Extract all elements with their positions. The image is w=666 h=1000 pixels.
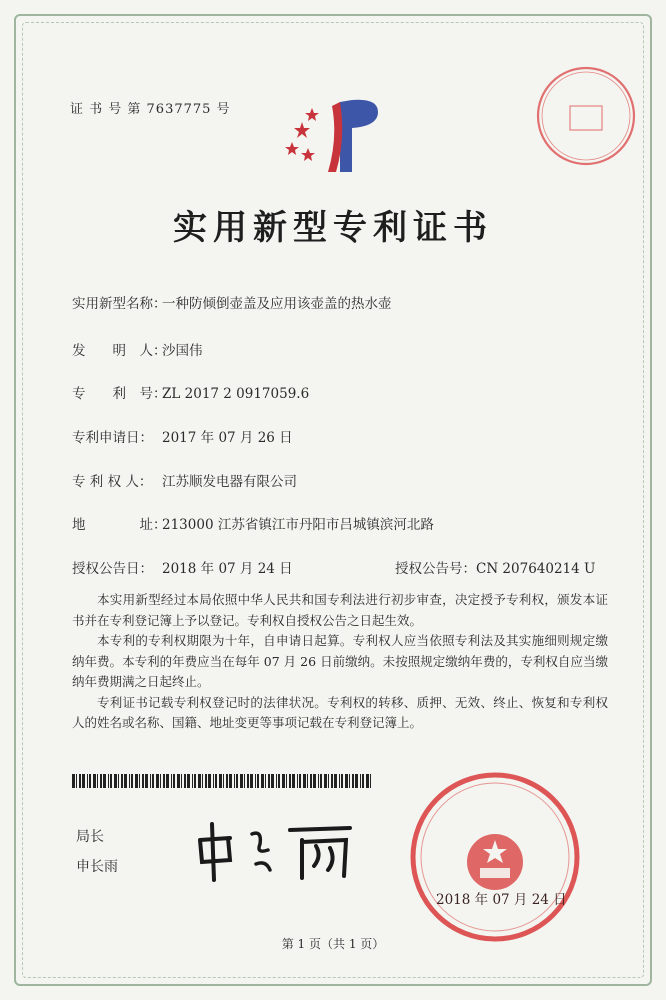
field-value: 沙国伟 [162, 343, 203, 359]
field-label: 实用新型名称： [72, 296, 167, 312]
field-value: 江苏顺发电器有限公司 [162, 474, 297, 490]
field-application-date [72, 426, 293, 446]
field-value: ZL 2017 2 0917059.6 [162, 386, 310, 402]
barcode-icon [72, 774, 372, 788]
field-address [72, 513, 434, 533]
field-label: 专利申请日： [72, 430, 153, 446]
agency-seal-icon [530, 60, 642, 172]
grant-announcement-number: 授权公告号：CN 207640214 U [395, 561, 596, 577]
field-grant-date [72, 557, 293, 577]
field-label: 授权公告日： [72, 561, 153, 577]
certificate-title: 实用新型专利证书 [173, 208, 493, 248]
official-seal-icon [408, 770, 582, 944]
sipo-logo-icon [280, 92, 390, 182]
page-footer: 第 1 页（共 1 页） [281, 937, 385, 951]
certificate-number: 证 书 号 第 7637775 号 [70, 102, 231, 117]
field-value: 一种防倾倒壶盖及应用该壶盖的热水壶 [162, 296, 392, 312]
body-paragraph: 本实用新型经过本局依照中华人民共和国专利法进行初步审查，决定授予专利权，颁发本证书并在专利登记簿上予以登记。专利权自授权公告之日起生效。 [72, 592, 608, 628]
field-patent-number [72, 382, 309, 402]
field-label: 专 利 权 人： [72, 474, 153, 490]
field-value: 2018 年 07 月 24 日 [162, 561, 293, 577]
director-signature-icon [190, 810, 360, 890]
body-paragraph: 本专利的专利权期限为十年，自申请日起算。专利权人应当依照专利法及其实施细则规定缴纳年费。本专利的年费应当在每年 07 月 26 日前缴纳。未按照规定缴纳年费的，专利权自应当缴纳年费期满之日起终止。 [72, 633, 608, 689]
field-inventor [72, 339, 203, 359]
field-value: 2017 年 07 月 26 日 [162, 430, 293, 446]
certificate-body [72, 590, 608, 734]
field-patentee [72, 470, 297, 490]
body-paragraph: 专利证书记载专利权登记时的法律状况。专利权的转移、质押、无效、终止、恢复和专利权人的姓名或名称、国籍、地址变更等事项记载在专利登记簿上。 [72, 694, 608, 730]
field-label: 发 明 人： [72, 343, 167, 359]
director-name: 申长雨 [76, 859, 118, 875]
field-label: 专 利 号： [72, 386, 167, 402]
seal-date: 2018 年 07 月 24 日 [436, 892, 567, 908]
field-label: 地 址： [72, 517, 167, 533]
director-title: 局长 [76, 829, 104, 845]
field-value: 213000 江苏省镇江市丹阳市吕城镇滨河北路 [162, 517, 434, 533]
field-utility-model-name [72, 292, 392, 312]
